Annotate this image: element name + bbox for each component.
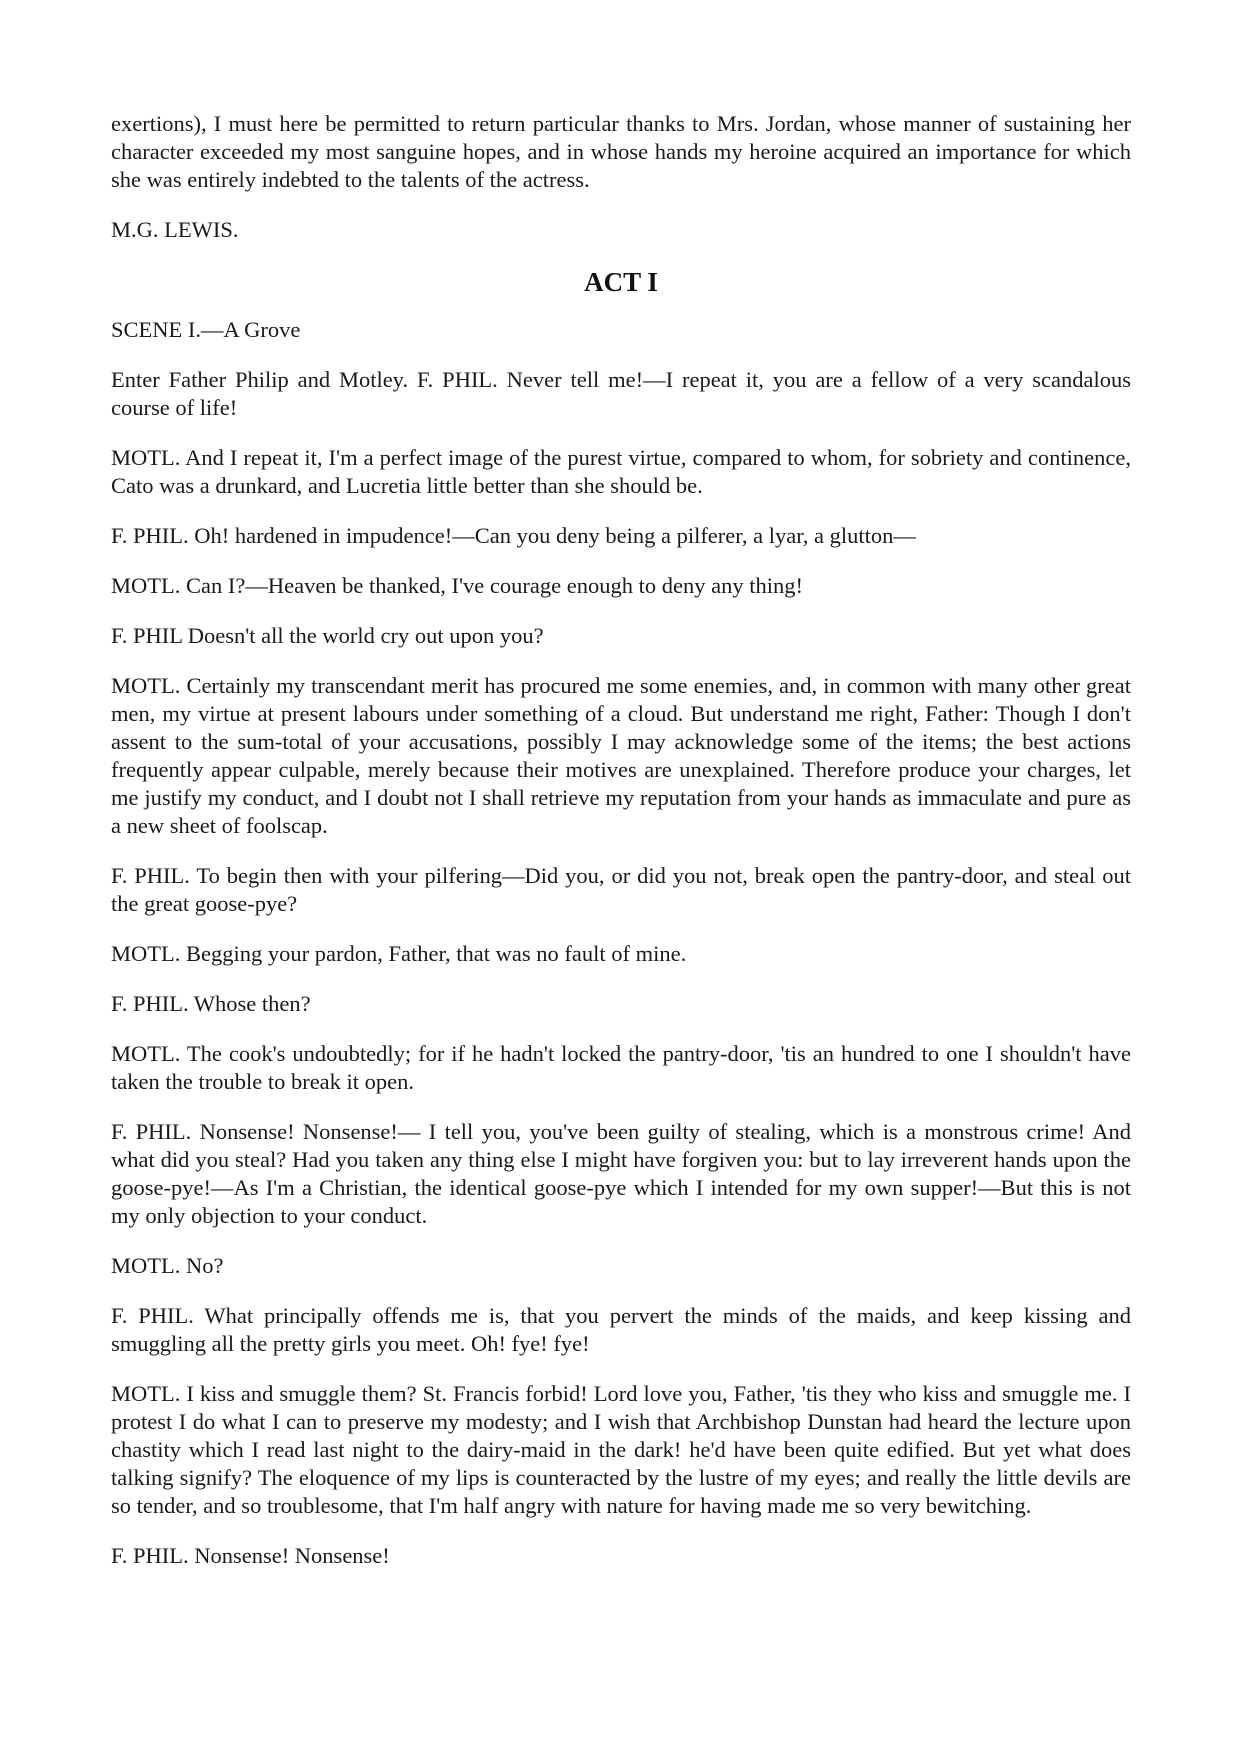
document-page: [111, 110, 1131, 1592]
act-heading: ACT I: [584, 267, 658, 297]
dialogue-paragraph: F. PHIL. Nonsense! Nonsense!: [111, 1543, 390, 1568]
dialogue-paragraph: MOTL. And I repeat it, I'm a perfect image of the purest virtue, compared to whom, for sobriety and continence, Cato was a drunkard, and Lucretia little better than she should be.: [111, 445, 1131, 498]
dialogue-paragraph: Enter Father Philip and Motley. F. PHIL. Never tell me!—I repeat it, you are a fellow of a very scandalous course of life!: [111, 367, 1131, 420]
dialogue-paragraph: F. PHIL Doesn't all the world cry out upon you?: [111, 623, 544, 648]
dialogue-paragraph: MOTL. Can I?—Heaven be thanked, I've courage enough to deny any thing!: [111, 573, 803, 598]
dialogue-paragraph: MOTL. Certainly my transcendant merit has procured me some enemies, and, in common with many other great men, my virtue at present labours under something of a cloud. But understand me right, Father: Though I don't assent to the sum-total of your accusations, possibly I may acknowledge some of the items; the best actions frequently appear culpable, merely because their motives are unexplained. Therefore produce your charges, let me justify my conduct, and I doubt not I shall retrieve my reputation from your hands as immaculate and pure as a new sheet of foolscap.: [111, 673, 1131, 838]
scene-heading: SCENE I.—A Grove: [111, 317, 301, 342]
preface-signature: M.G. LEWIS.: [111, 217, 239, 242]
dialogue-paragraph: F. PHIL. What principally offends me is, that you pervert the minds of the maids, and keep kissing and smuggling all the pretty girls you meet. Oh! fye! fye!: [111, 1303, 1131, 1356]
dialogue-paragraph: MOTL. The cook's undoubtedly; for if he hadn't locked the pantry-door, 'tis an hundred to one I shouldn't have taken the trouble to break it open.: [111, 1041, 1131, 1094]
paragraph-preface-ending: exertions), I must here be permitted to return particular thanks to Mrs. Jordan, whose manner of sustaining her character exceeded my most sanguine hopes, and in whose hands my heroine acquired an importance for which she was entirely indebted to the talents of the actress.: [111, 111, 1131, 192]
dialogue-paragraph: F. PHIL. To begin then with your pilfering—Did you, or did you not, break open the pantry-door, and steal out the great goose-pye?: [111, 863, 1131, 916]
dialogue-paragraph: F. PHIL. Whose then?: [111, 991, 311, 1016]
dialogue-paragraph: MOTL. No?: [111, 1253, 224, 1278]
dialogue-paragraph: MOTL. I kiss and smuggle them? St. Francis forbid! Lord love you, Father, 'tis they who kiss and smuggle me. I protest I do what I can to preserve my modesty; and I wish that Archbishop Dunstan had heard the lecture upon chastity which I read last night to the dairy-maid in the dark! he'd have been quite edified. But yet what does talking signify? The eloquence of my lips is counteracted by the lustre of my eyes; and really the little devils are so tender, and so troublesome, that I'm half angry with nature for having made me so very bewitching.: [111, 1381, 1131, 1518]
dialogue-paragraph: MOTL. Begging your pardon, Father, that was no fault of mine.: [111, 941, 687, 966]
dialogue-paragraph: F. PHIL. Oh! hardened in impudence!—Can you deny being a pilferer, a lyar, a glutton—: [111, 523, 916, 548]
dialogue-paragraph: F. PHIL. Nonsense! Nonsense!— I tell you, you've been guilty of stealing, which is a monstrous crime! And what did you steal? Had you taken any thing else I might have forgiven you: but to lay irreverent hands upon the goose-pye!—As I'm a Christian, the identical goose-pye which I intended for my own supper!—But this is not my only objection to your conduct.: [111, 1119, 1131, 1228]
